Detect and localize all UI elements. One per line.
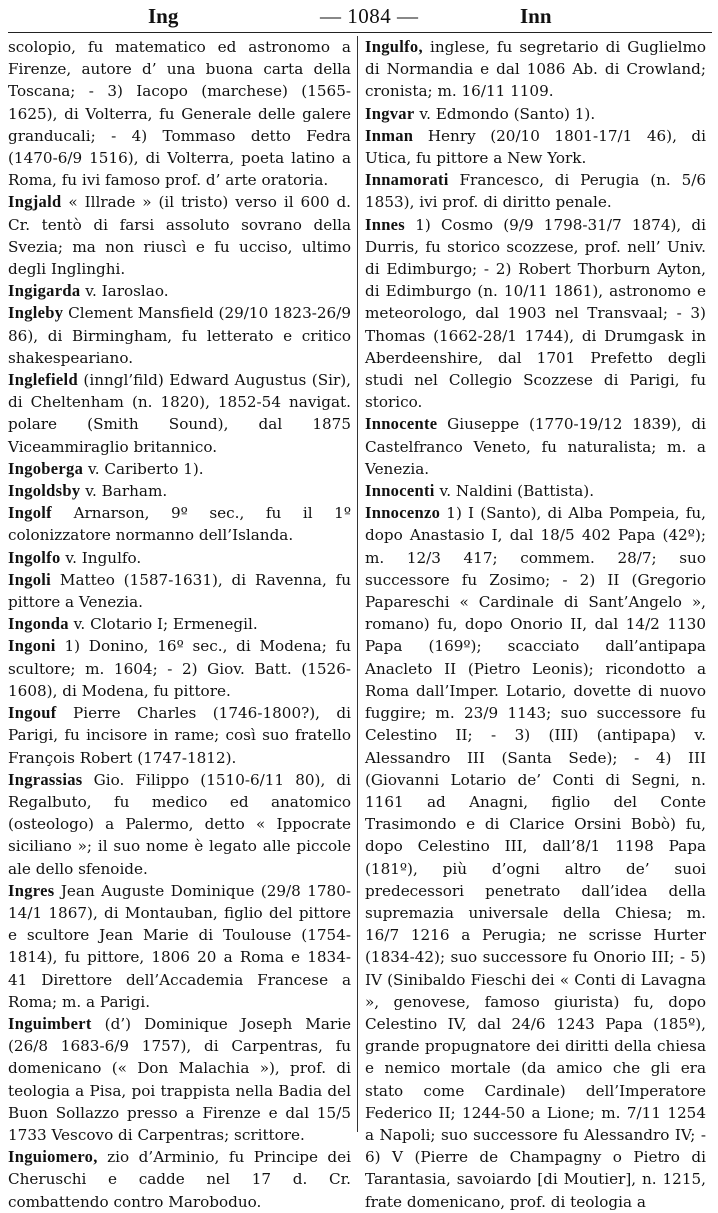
entry: Ingrassias Gio. Filippo (1510-6/11 80), di Regalbuto, fu medico ed anatomico (osteologo) a Palermo, detto « Ippocrate siciliano »; il suo nome è legato alle piccole ale dello sfenoide. (8, 769, 351, 878)
entry: Ingigarda v. Iaroslao. (8, 281, 169, 301)
entry: Ingulfo, inglese, fu segretario di Guglielmo di Normandia e dal 1086 Ab. di Crowland; cronista; m. 16/11 1109. (365, 37, 706, 101)
entry: Innocenzo 1) I (Santo), di Alba Pompeia, fu, dopo Anastasio I, dal 18/5 402 Papa (42º); m. 12/3 417; commem. 28/7; suo successore fu Zosimo; - 2) II (Gregorio Papareschi « Cardinale di Sant’Angelo », romano) fu, dopo Onorio II, dal 14/2 1130 Papa (169º); scacciato dall’antipapa Anacleto II (Pietro Leonis); ricondotto a Roma dall’Imper. Lotario, dovette di nuovo fuggire; m. 23/9 1143; suo successore fu Celestino II; - 3) (III) (antipapa) v. Alessandro III (Santa Sede); - 4) III (Giovanni Lotario de’ Conti di Segni, n. 1161 ad Anagni, figlio del Conte Trasimondo e di Clarice Orsini Bobò) fu, dopo Celestino III, dall’8/1 1198 Papa (181º), più d’ogni altro de’ suoi predecessori penetrato dall’idea della supremazia universale della Chiesa; m. 16/7 1216 a Perugia; ne scrisse Hurter (1834-42); suo successore fu Onorio III; - 5) IV (Sinibaldo Fieschi dei « Conti di Lavagna », genovese, famoso giurista) fu, dopo Celestino IV, dal 24/6 1243 Papa (185º), grande propugnatore dei diritti della chiesa e nemico mortale (da amico che gli era stato come Cardinale) dell’Imperatore Federico II; 1244-50 a Lione; m. 7/11 1254 a Napoli; suo successore fu Alessandro IV; - 6) V (Pierre de Champagny o Pietro di Tarantasia, savoiardo [di Moutier], n. 1215, frate domenicano, prof. di teologia a (365, 503, 707, 1211)
entry: Ingvar v. Edmondo (Santo) 1). (365, 103, 596, 123)
text-columns (8, 36, 712, 1211)
headword: Inguiomero, (8, 1147, 98, 1167)
entry: Ingolfo v. Ingulfo. (8, 547, 142, 567)
entry: Innamorati Francesco, di Perugia (n. 5/6 1853), ivi prof. di diritto penale. (365, 170, 707, 212)
entry: Ingoli Matteo (1587-1631), di Ravenna, fu pittore a Venezia. (8, 569, 352, 612)
headword: Ingouf (8, 703, 57, 723)
headword: Inguimbert (8, 1013, 92, 1033)
entry: Ingoberga v. Cariberto 1). (8, 458, 204, 478)
headword: Ingjald (8, 192, 62, 212)
entry: Ingonda v. Clotario I; Ermenegil. (8, 614, 258, 634)
headword: Ingoni (8, 636, 56, 656)
entry: Ingoni 1) Donino, 16º sec., di Modena; fu scultore; m. 1604; - 2) Giov. Batt. (1526-1608), di Modena, fu pittore. (8, 636, 352, 700)
entry: Ingres Jean Auguste Dominique (29/8 1780-14/1 1867), di Montauban, figlio del pittore e scultore Jean Marie di Toulouse (1754-1814), fu pittore, 1806 20 a Roma e 1834-41 Direttore dell’Accademia Francese a Roma; m. a Parigi. (8, 880, 351, 1011)
entry: Innocente Giuseppe (1770-19/12 1839), di Castelfranco Veneto, fu naturalista; m. a Venezia. (365, 414, 706, 478)
headword: Ingolf (8, 503, 52, 523)
page-header (8, 0, 712, 33)
headword: Innes (365, 214, 406, 234)
headword: Inman (365, 125, 414, 145)
headword: Innocente (365, 414, 438, 434)
headword: Innocenti (365, 481, 435, 501)
headword: Ingoberga (8, 458, 84, 478)
left-column (8, 36, 357, 1211)
entry: Ingleby Clement Mansfield (29/10 1823-26/9 86), di Birmingham, fu letterato e critico shakespeariano. (8, 303, 351, 367)
entry: Ingoldsby v. Barham. (8, 481, 168, 501)
entry: Inguiomero, zio d’Arminio, fu Principe dei Cheruschi e cadde nel 17 d. Cr. combattendo contro Maroboduo. (8, 1147, 352, 1211)
page-number: — 1084 — (320, 4, 419, 28)
entry: Ingouf Pierre Charles (1746-1800?), di Parigi, fu incisore in rame; così suo fratello François Robert (1747-1812). (8, 703, 352, 767)
entry: Innocenti v. Naldini (Battista). (365, 481, 595, 501)
entry: Inman Henry (20/10 1801-17/1 46), di Utica, fu pittore a New York. (365, 125, 707, 168)
headword: Ingoli (8, 569, 52, 589)
headword: Innocenzo (365, 503, 441, 523)
headword: Ingrassias (8, 769, 83, 789)
headword: Ingolfo (8, 547, 61, 567)
entry: Ingjald « Illrade » (il tristo) verso il 600 d. Cr. tentò di farsi assoluto sovrano della Svezia; ma non riuscì e fu ucciso, ultimo degli Inglinghi. (8, 192, 351, 279)
header-right-guideword: Inn (520, 4, 552, 28)
headword: Ingvar (365, 103, 415, 123)
entry-continuation: scolopio, fu matematico ed astronomo a Firenze, autore d’ una buona carta della Toscana; - 3) Iacopo (marchese) (1565-1625), di Volterra, fu Generale delle galere granducali; - 4) Tommaso detto Fedra (1470-6/9 1516), di Volterra, poeta latino a Roma, fu ivi famoso prof. d’ arte oratoria. (8, 38, 351, 190)
headword: Ingulfo, (365, 37, 423, 56)
headword: Ingleby (8, 303, 64, 323)
entry: Inglefield (inngl’fild) Edward Augustus (Sir), di Cheltenham (n. 1820), 1852-54 navigat. polare (Smith Sound), dal 1875 Viceammiraglio britannico. (8, 370, 352, 456)
right-column (357, 36, 707, 1211)
headword: Inglefield (8, 370, 78, 390)
headword: Ingoldsby (8, 481, 81, 501)
headword: Ingigarda (8, 281, 81, 301)
entry: Inguimbert (d’) Dominique Joseph Marie (26/8 1683-6/9 1757), di Carpentras, fu domenicano (« Don Malachia »), prof. di teologia a Pisa, poi trappista nella Badia del Buon Sollazzo presso a Firenze e dal 15/5 1733 Vescovo di Carpentras; scrittore. (8, 1013, 351, 1144)
headword: Ingres (8, 880, 55, 900)
entry: Ingolf Arnarson, 9º sec., fu il 1º colonizzatore normanno dell’Islanda. (8, 503, 351, 545)
headword: Ingonda (8, 614, 69, 634)
headword: Innamorati (365, 170, 449, 190)
header-left-guideword: Ing (148, 4, 179, 28)
entry: Innes 1) Cosmo (9/9 1798-31/7 1874), di Durris, fu storico scozzese, prof. nell’ Univ. di Edimburgo; - 2) Robert Thorburn Ayton, di Edimburgo (n. 10/11 1861), astronomo e meteorologo, dal 1903 nel Transvaal; - 3) Thomas (1662-28/1 1744), di Drumgask in Aberdeenshire, dal 1701 Prefetto degli studi nel Collegio Scozzese di Parigi, fu storico. (365, 214, 706, 412)
